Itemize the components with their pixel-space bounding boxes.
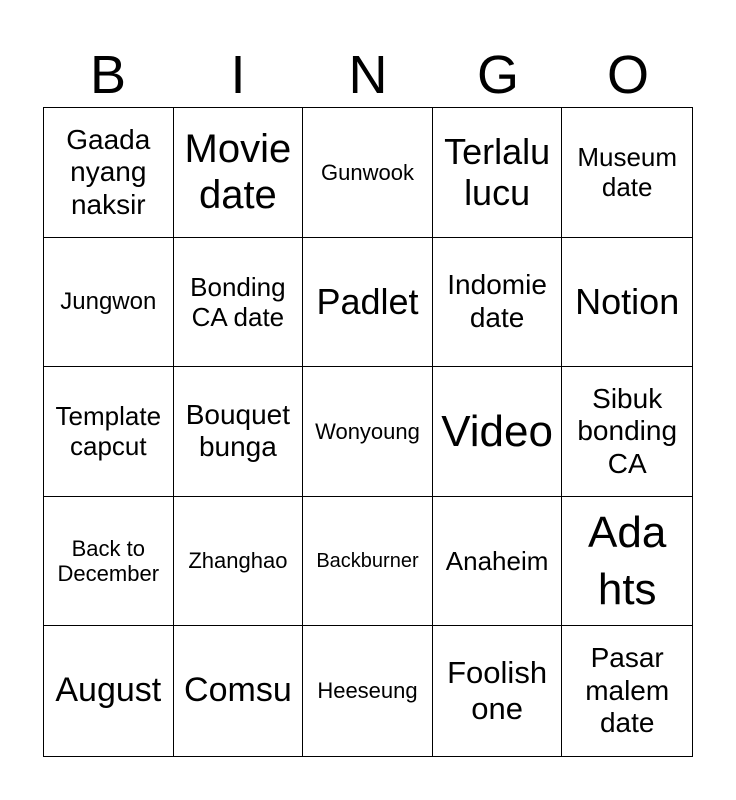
bingo-cell-r4-c4[interactable] bbox=[433, 497, 563, 627]
cell-label: Gaada nyang naksir bbox=[66, 123, 151, 220]
cell-label: Backburner bbox=[316, 549, 419, 572]
bingo-cell-r3-c5[interactable] bbox=[562, 367, 692, 497]
cell-label: Bonding CA date bbox=[190, 271, 286, 332]
bingo-cell-r1-c5[interactable] bbox=[562, 108, 692, 238]
bingo-cell-r2-c2[interactable] bbox=[174, 238, 304, 368]
bingo-cell-r4-c3[interactable] bbox=[303, 497, 433, 627]
cell-label: Ada hts bbox=[588, 507, 667, 615]
header-letter-i: I bbox=[230, 45, 246, 105]
bingo-cell-r5-c4[interactable] bbox=[433, 626, 563, 756]
bingo-cell-r3-c1[interactable] bbox=[44, 367, 174, 497]
bingo-cell-r4-c1[interactable] bbox=[44, 497, 174, 627]
bingo-cell-r2-c1[interactable] bbox=[44, 238, 174, 368]
bingo-board bbox=[43, 107, 693, 757]
cell-label: Indomie date bbox=[447, 269, 547, 333]
header-letter-o: O bbox=[606, 45, 649, 105]
cell-label: Zhanghao bbox=[188, 548, 288, 574]
cell-label: Movie date bbox=[184, 126, 292, 218]
bingo-cell-r5-c1[interactable] bbox=[44, 626, 174, 756]
bingo-cell-r1-c2[interactable] bbox=[174, 108, 304, 238]
bingo-cell-r1-c3[interactable] bbox=[303, 108, 433, 238]
cell-label: Jungwon bbox=[60, 287, 157, 315]
header-letter-b: B bbox=[89, 45, 127, 105]
cell-label: Museum date bbox=[577, 142, 678, 203]
bingo-cell-r2-c3[interactable] bbox=[303, 238, 433, 368]
bingo-cell-r5-c5[interactable] bbox=[562, 626, 692, 756]
bingo-cell-r5-c2[interactable] bbox=[174, 626, 304, 756]
cell-label: Template capcut bbox=[55, 401, 162, 462]
cell-label: Anaheim bbox=[445, 546, 549, 577]
bingo-cell-r1-c4[interactable] bbox=[433, 108, 563, 238]
cell-label: Terlalu lucu bbox=[444, 130, 551, 214]
cell-label: Pasar malem date bbox=[585, 642, 670, 739]
cell-label: Wonyoung bbox=[315, 418, 420, 444]
cell-label: Padlet bbox=[316, 281, 419, 323]
cell-label: Bouquet bunga bbox=[185, 399, 291, 463]
cell-label: Heeseung bbox=[317, 678, 418, 704]
bingo-header bbox=[43, 44, 693, 106]
bingo-cell-r4-c2[interactable] bbox=[174, 497, 304, 627]
cell-label: Video bbox=[441, 406, 553, 456]
cell-label: Gunwook bbox=[321, 159, 414, 185]
bingo-cell-r3-c2[interactable] bbox=[174, 367, 304, 497]
cell-label: August bbox=[55, 671, 162, 710]
bingo-cell-r3-c4[interactable] bbox=[433, 367, 563, 497]
bingo-cell-r2-c4[interactable] bbox=[433, 238, 563, 368]
header-letter-n: N bbox=[348, 45, 388, 105]
cell-label: Foolish one bbox=[447, 655, 548, 727]
bingo-cell-r3-c3[interactable] bbox=[303, 367, 433, 497]
cell-label: Comsu bbox=[184, 671, 292, 710]
header-letter-g: G bbox=[476, 45, 519, 105]
bingo-cell-r1-c1[interactable] bbox=[44, 108, 174, 238]
cell-label: Sibuk bonding CA bbox=[577, 382, 678, 479]
cell-label: Back to December bbox=[57, 535, 160, 587]
bingo-cell-r4-c5[interactable] bbox=[562, 497, 692, 627]
bingo-cell-r5-c3[interactable] bbox=[303, 626, 433, 756]
cell-label: Notion bbox=[575, 281, 680, 323]
bingo-cell-r2-c5[interactable] bbox=[562, 238, 692, 368]
